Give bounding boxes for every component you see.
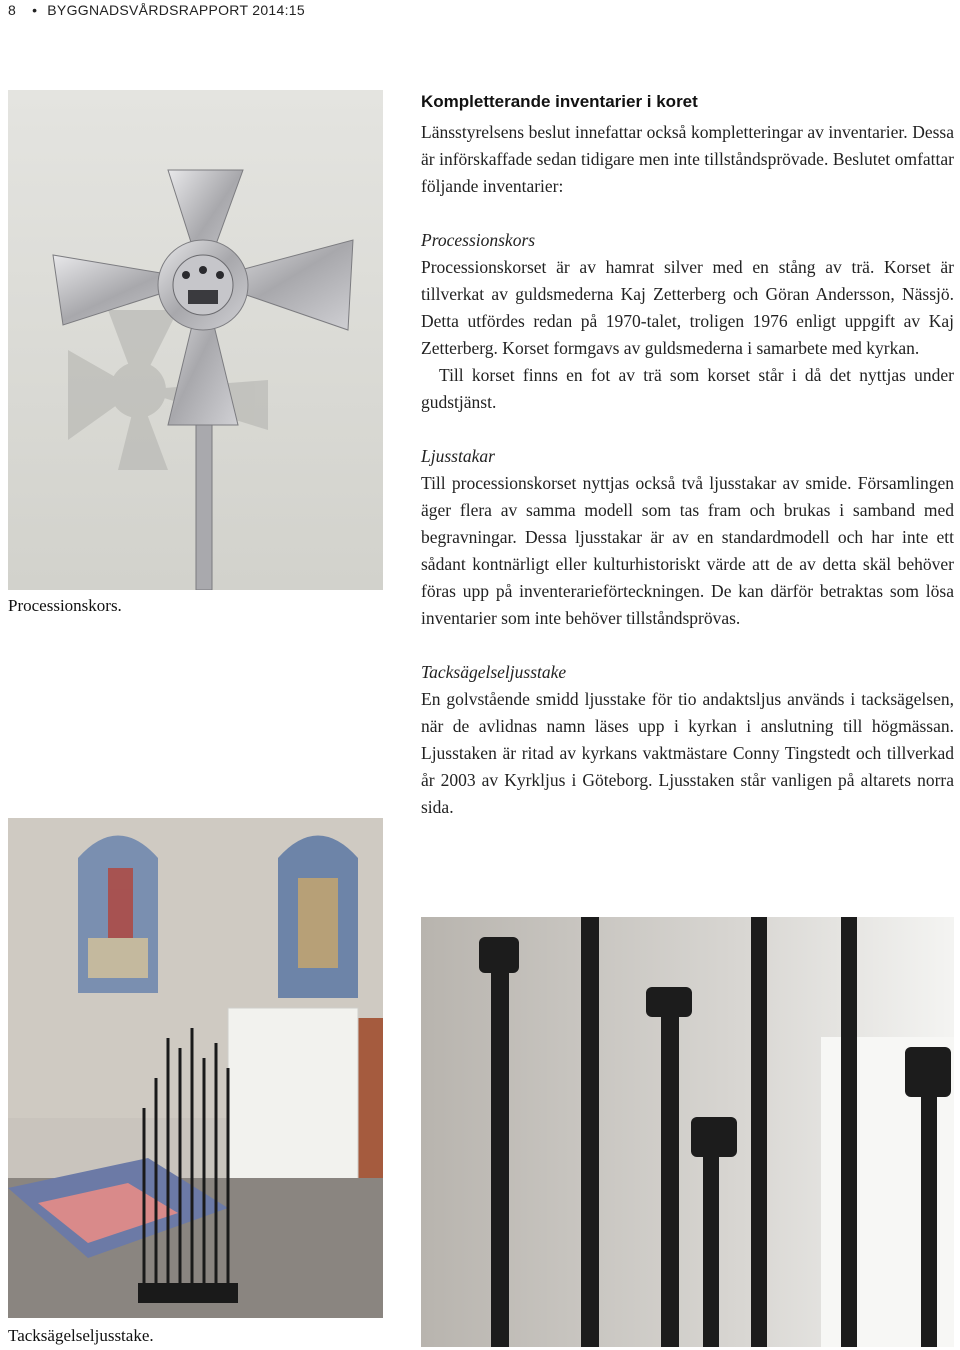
church-interior-photo [8,818,383,1318]
section-paragraph: Till processionskorset nyttjas också två ljusstakar av smide. Församlingen äger flera av samma modell som tas fram och brukas i samband med begravningar. Dessa ljusstakar är av en standardmodell och har inte ett sådant kontnärligt eller kulturhistoriskt värde att de av detta skäl behöver föras upp på inventerarieförteckningen. De kan därför betraktas som lösa inventarier som inte behöver tillståndsprövas. [421,473,954,628]
section-title-ljusstakar: Ljusstakar [421,446,495,466]
section-paragraph: En golvstående smidd ljusstake för tio andaktsljus används i tacksägelsen, när de avlidnas namn läses upp i kyrkan i anslutning till högmässan. Ljusstaken är ritad av kyrkans vaktmästare Conny Tingstedt och tillverkad år 2003 av Kyrkljus i Göteborg. Ljusstaken står vanligen på altarets norra sida. [421,689,954,817]
section-paragraph: Till korset finns en fot av trä som korset står i då det nyttjas under gudstjänst. [421,365,954,412]
article-intro: Länsstyrelsens beslut innefattar också kompletteringar av inventarier. Dessa är införskaffade sedan tidigare men inte tillståndsprövade. Beslutet omfattar följande inventarier: [421,122,954,196]
church-interior-illustration [8,818,383,1318]
section-paragraph: Processionskorset är av hamrat silver med en stång av trä. Korset är tillverkat av guldsmederna Kaj Zetterberg och Göran Andersson, Nässjö. Detta utfördes redan på 1970-talet, troligen 1976 enligt uppgift av Kaj Zetterberg. Korset formgavs av guldsmederna i samarbete med kyrkan. [421,257,954,358]
photo2-caption: Tacksägelseljusstake. [8,1326,154,1345]
running-header [8,2,305,18]
photo1-caption: Processionskors. [8,596,122,615]
header-bullet: • [32,2,38,18]
processional-cross-photo [8,90,383,590]
report-title: BYGGNADSVÅRDSRAPPORT 2014:15 [47,2,305,18]
section-title-processionskors: Processionskors [421,230,536,250]
page-number: 8 [8,2,17,18]
candle-holder-illustration [421,917,954,1347]
article-body [421,88,954,821]
section-title-tacksagelseljusstake: Tacksägelseljusstake [421,662,567,682]
article-heading: Kompletterande inventarier i koret [421,92,698,111]
candle-holder-closeup-photo [421,917,954,1347]
processional-cross-illustration [8,90,383,590]
